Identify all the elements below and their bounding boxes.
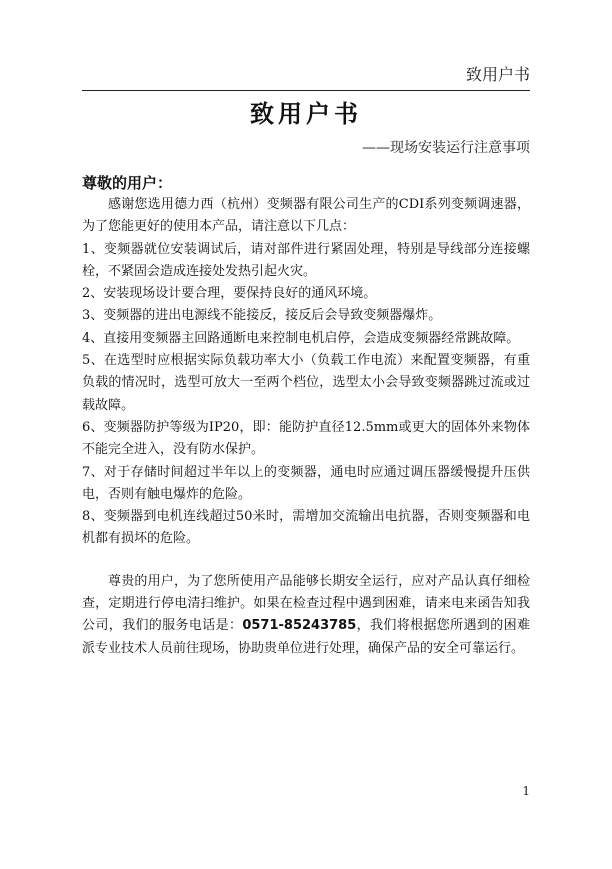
document-subtitle: ——现场安装运行注意事项 bbox=[362, 140, 530, 156]
closing-text-end: ，我们将根据您所遇到的困难派专业技术人员前往现场，协助贵单位进行处理，确保产品的安全可靠运行。 bbox=[82, 618, 530, 656]
list-item: 8、变频器到电机连线超过50米时，需增加交流输出电抗器，否则变频器和电机都有损坏的危险。 bbox=[82, 509, 530, 547]
greeting: 尊敬的用户： bbox=[82, 174, 173, 192]
closing-paragraph bbox=[82, 571, 530, 660]
list-item: 7、对于存储时间超过半年以上的变频器，通电时应通过调压器缓慢提升压供电，否则有触电爆炸的危险。 bbox=[82, 464, 530, 502]
intro-paragraph: 感谢您选用德力西（杭州）变频器有限公司生产的CDI系列变频调速器，为了您能更好的使用本产品，请注意以下几点： bbox=[82, 197, 530, 235]
paragraph-gap bbox=[82, 551, 530, 571]
closing-text: 尊贵的用户，为了您所使用产品能够长期安全运行，应对产品认真仔细检查，定期进行停电清扫维护。如果在检查过程中遇到困难，请来电来函告知我公司，我们的服务电话是： bbox=[82, 573, 530, 634]
page-number: 1 bbox=[522, 784, 530, 798]
list-item: 1、变频器就位安装调试后，请对部件进行紧固处理，特别是导线部分连接螺栓，不紧固会造成连接处发热引起火灾。 bbox=[82, 241, 530, 279]
document-body bbox=[82, 194, 530, 660]
list-item: 4、直接用变频器主回路通断电来控制电机启停，会造成变频器经常跳故障。 bbox=[82, 330, 520, 346]
list-item: 3、变频器的进出电源线不能接反，接反后会导致变频器爆炸。 bbox=[82, 308, 442, 324]
document-title: 致用户书 bbox=[250, 100, 362, 128]
header-rule bbox=[82, 90, 530, 91]
running-header-title: 致用户书 bbox=[465, 65, 530, 84]
list-item: 6、变频器防护等级为IP20，即：能防护直径12.5mm或更大的固体外来物体不能完全进入，没有防水保护。 bbox=[82, 419, 530, 458]
list-item: 2、安装现场设计要合理，要保持良好的通风环境。 bbox=[82, 286, 377, 302]
list-item: 5、在选型时应根据实际负载功率大小（负载工作电流）来配置变频器，有重负载的情况时，选型可放大一至两个档位，选型太小会导致变频器跳过流或过载故障。 bbox=[82, 353, 530, 413]
service-phone: 0571-85243785 bbox=[242, 618, 357, 634]
